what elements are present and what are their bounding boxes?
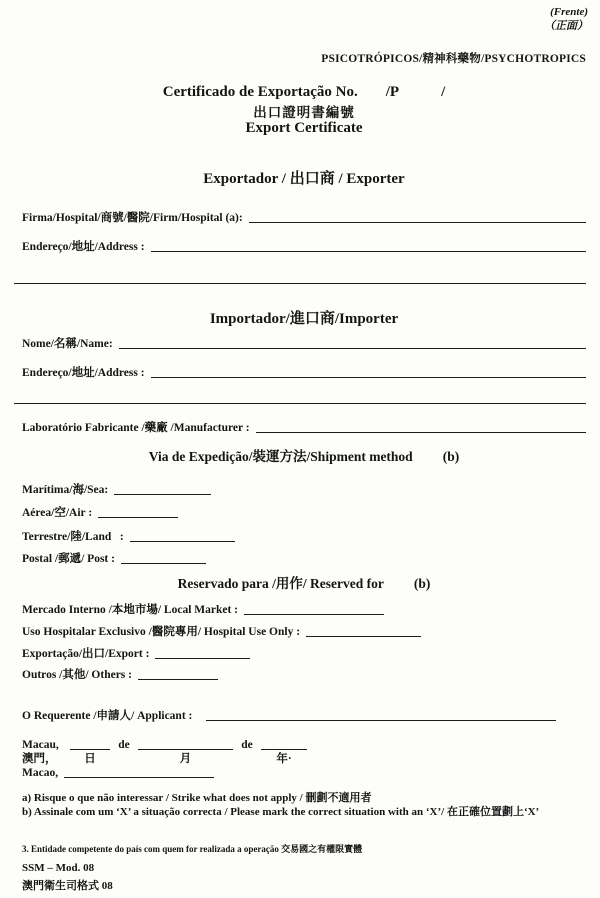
title-line-zh: 出口證明書編號 [253, 105, 355, 120]
importer-address-blank-line [151, 377, 586, 378]
date-month-blank [138, 749, 233, 750]
reserved-others-row [22, 668, 586, 683]
shipment-post-blank [121, 563, 206, 564]
importer-section-heading: Importador/進口商/Importer [209, 311, 399, 327]
manufacturer-label: Laboratório Fabricante /藥廠 /Manufacturer : [22, 422, 250, 434]
shipment-land-label: Terrestre/陸/Land : [22, 531, 124, 543]
shipment-section-heading [22, 445, 586, 465]
date-de1-label: de [118, 739, 130, 751]
shipment-air-label: Aérea/空/Air : [22, 507, 93, 519]
exporter-address-label: Endereço/地址/Address : [22, 241, 145, 253]
shipment-air-row [22, 506, 586, 521]
title-text-pt: Certificado de Exportação No. [162, 84, 358, 100]
manufacturer-blank-line [256, 432, 586, 433]
date-year-blank [261, 749, 307, 750]
reserved-others-label: Outros /其他/ Others : [22, 669, 132, 681]
reserved-others-blank [138, 679, 218, 680]
importer-name-row [22, 337, 586, 352]
applicant-label: O Requerente /申請人/ Applicant : [22, 710, 193, 722]
exporter-address-continuation-line [14, 283, 586, 284]
shipment-land-row [22, 530, 586, 545]
reserved-export-blank [155, 658, 250, 659]
page-side-label [544, 5, 588, 33]
reserved-section-heading [22, 572, 586, 592]
shipment-sea-row [22, 483, 586, 498]
applicant-blank-line [206, 720, 556, 721]
shipment-sea-blank [114, 494, 211, 495]
date-day-blank [70, 749, 110, 750]
shipment-land-blank [130, 541, 235, 542]
date-macao-label: Macao, [22, 767, 59, 779]
classification-header: PSICOTRÓPICOS/精神科藥物/PSYCHOTROPICS [321, 53, 586, 65]
date-macao-blank [64, 777, 214, 778]
date-day-zh-label: 日 [84, 753, 96, 765]
shipment-post-label: Postal /郵遞/ Post : [22, 553, 115, 565]
date-row-en [22, 766, 214, 781]
form-code-zh: 澳門衛生司格式 08 [22, 880, 113, 892]
shipment-heading-text: Via de Expedição/裝運方法/Shipment method [148, 449, 413, 464]
date-macau-zh-label: 澳門， [22, 753, 57, 765]
importer-name-label: Nome/名稱/Name: [22, 338, 113, 350]
title-line-en: Export Certificate [245, 120, 363, 136]
footnote-b: b) Assinale com um ‘X’ a situação correcta / Please mark the correct situation with an ‘X’/ 在正確位置劃上‘X’ [22, 806, 540, 818]
reserved-hospital-use-blank [306, 636, 421, 637]
reserved-heading-marker: (b) [413, 576, 431, 591]
shipment-post-row [22, 552, 586, 567]
exporter-firm-label: Firma/Hospital/商號/醫院/Firm/Hospital (a): [22, 212, 243, 224]
reserved-export-row [22, 647, 586, 662]
importer-address-label: Endereço/地址/Address : [22, 367, 145, 379]
exporter-firm-row [22, 211, 586, 226]
certificate-number-p-mark: /P [385, 84, 400, 100]
importer-address-continuation-line [14, 403, 586, 404]
shipment-heading-marker: (b) [442, 449, 460, 464]
reserved-heading-text: Reservado para /用作/ Reserved for [177, 576, 384, 591]
importer-address-row [22, 366, 586, 381]
side-label-pt: (Frente) [550, 6, 588, 18]
date-macau-label: Macau, [22, 739, 59, 751]
exporter-firm-blank-line [249, 222, 586, 223]
date-row-zh [22, 752, 307, 767]
date-year-zh-label: 年· [276, 753, 292, 765]
date-month-zh-label: 月 [179, 753, 192, 765]
date-de2-label: de [241, 739, 253, 751]
date-row-pt [22, 738, 307, 753]
shipment-sea-label: Marítima/海/Sea: [22, 484, 109, 496]
applicant-row [22, 709, 556, 724]
reserved-hospital-use-label: Uso Hospitalar Exclusivo /醫院專用/ Hospital Use Only : [22, 626, 301, 638]
reserved-local-market-blank [244, 614, 384, 615]
reserved-export-label: Exportação/出口/Export : [22, 648, 150, 660]
reserved-local-market-row [22, 603, 586, 618]
exporter-section-heading: Exportador / 出口商 / Exporter [203, 171, 405, 187]
footnote-3: 3. Entidade competente do país com quem for realizada a operação 交易國之有權限實體 [22, 844, 363, 854]
form-code: SSM – Mod. 08 [22, 862, 95, 874]
footnote-a: a) Risque o que não interessar / Strike what does not apply / 刪劃不適用者 [22, 792, 372, 804]
exporter-address-row [22, 240, 586, 255]
shipment-air-blank [98, 517, 178, 518]
manufacturer-row [22, 421, 586, 436]
importer-name-blank-line [119, 348, 586, 349]
title-line-pt [22, 84, 586, 101]
side-label-zh: （正面） [544, 20, 588, 32]
reserved-local-market-label: Mercado Interno /本地市場/ Local Market : [22, 604, 239, 616]
reserved-hospital-use-row [22, 625, 586, 640]
exporter-address-blank-line [151, 251, 586, 252]
certificate-number-slash: / [441, 84, 446, 100]
